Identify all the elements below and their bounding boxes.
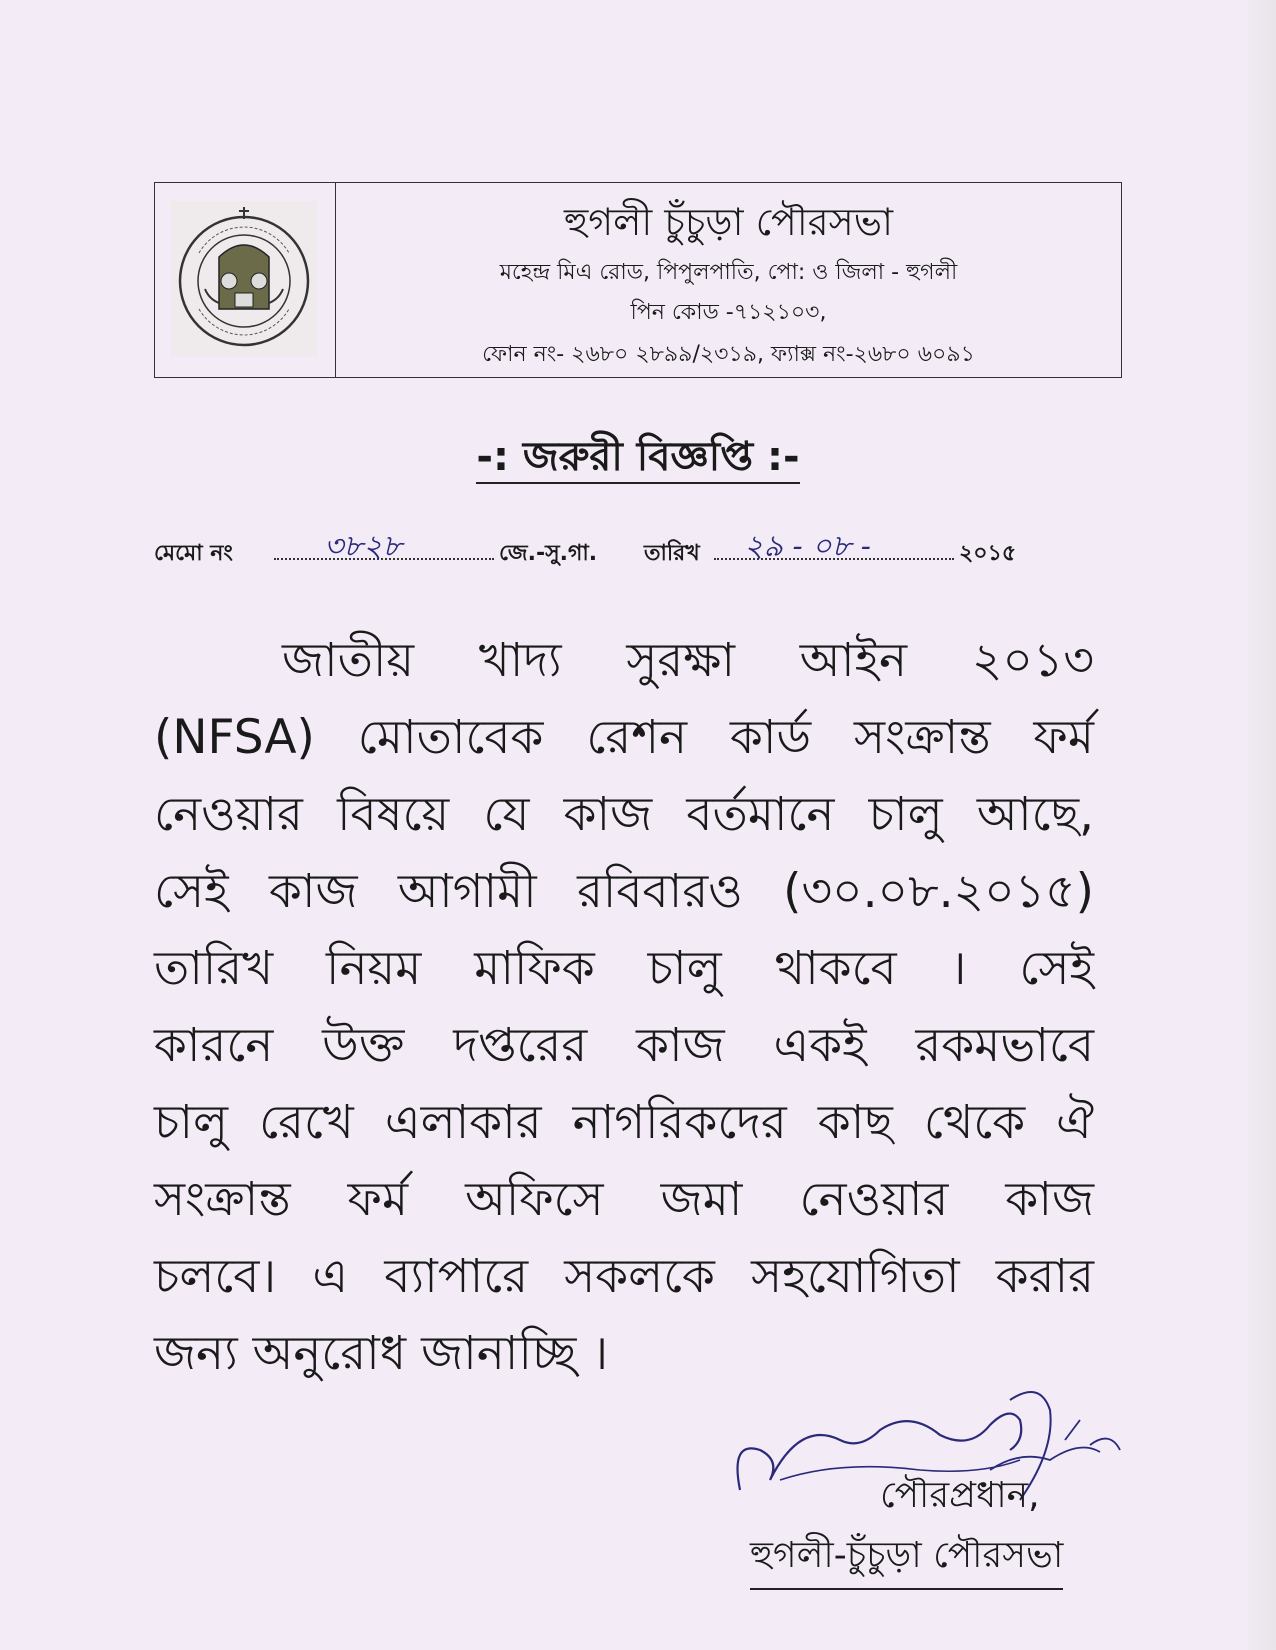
signature-block xyxy=(720,1380,1140,1640)
municipality-seal-icon xyxy=(169,199,319,359)
body-line: সংক্রান্ত ফর্ম অফিসে জমা নেওয়ার কাজ xyxy=(154,1172,1094,1227)
memo-suffix: জে.-সু.গা. xyxy=(499,541,598,566)
body-line: জন্য অনুরোধ জানাচ্ছি । xyxy=(154,1326,609,1381)
address-line-3: ফোন নং- ২৬৮০ ২৮৯৯/২৩১৯, ফ্যাক্স নং-২৬৮০ ৬০৯১ xyxy=(482,342,975,367)
body-line: নেওয়ার বিষয়ে যে কাজ বর্তমানে চালু আছে, xyxy=(154,787,1094,842)
address-line-2: পিন কোড -৭১২১০৩, xyxy=(630,300,827,325)
date-label: তারিখ xyxy=(644,541,700,566)
notice-title-text: -: জরুরী বিজ্ঞপ্তি :- xyxy=(476,434,799,484)
org-name: হুগলী চুঁচুড়া পৌরসভা xyxy=(563,200,894,244)
body-line: চলবে। এ ব্যাপারে সকলকে সহযোগিতা করার xyxy=(154,1249,1094,1304)
memo-number-handwritten: ৩৮২৮ xyxy=(324,529,402,564)
body-line: কারনে উক্ত দপ্তরের কাজ একই রকমভাবে xyxy=(154,1018,1094,1073)
page-edge xyxy=(1248,0,1276,1650)
body-line: চালু রেখে এলাকার নাগরিকদের কাছ থেকে ঐ xyxy=(154,1095,1094,1150)
notice-body xyxy=(154,622,1094,1392)
address-line-1: মহেন্দ্র মিএ রোড, পিপুলপাতি, পো: ও জিলা - হুগলী xyxy=(499,260,958,285)
memo-label: মেমো নং xyxy=(154,541,233,566)
year: ২০১৫ xyxy=(959,541,1017,566)
signatory-org: হুগলী-চুঁচুড়া পৌরসভা xyxy=(750,1528,1063,1590)
body-line: (NFSA) মোতাবেক রেশন কার্ড সংক্রান্ত ফর্ম xyxy=(154,710,1094,765)
date-handwritten: ২৯ - ০৮ - xyxy=(744,529,871,564)
letterhead xyxy=(154,182,1122,378)
body-line: সেই কাজ আগামী রবিবারও (৩০.০৮.২০১৫) xyxy=(154,864,1094,919)
signatory-title: পৌরপ্রধান, xyxy=(880,1475,1040,1516)
notice-title xyxy=(0,425,1276,492)
body-line: জাতীয় খাদ্য সুরক্ষা আইন ২০১৩ xyxy=(282,633,1094,688)
letterhead-text xyxy=(336,183,1121,377)
body-line: তারিখ নিয়ম মাফিক চালু থাকবে । সেই xyxy=(154,941,1094,996)
memo-line xyxy=(154,528,1094,568)
